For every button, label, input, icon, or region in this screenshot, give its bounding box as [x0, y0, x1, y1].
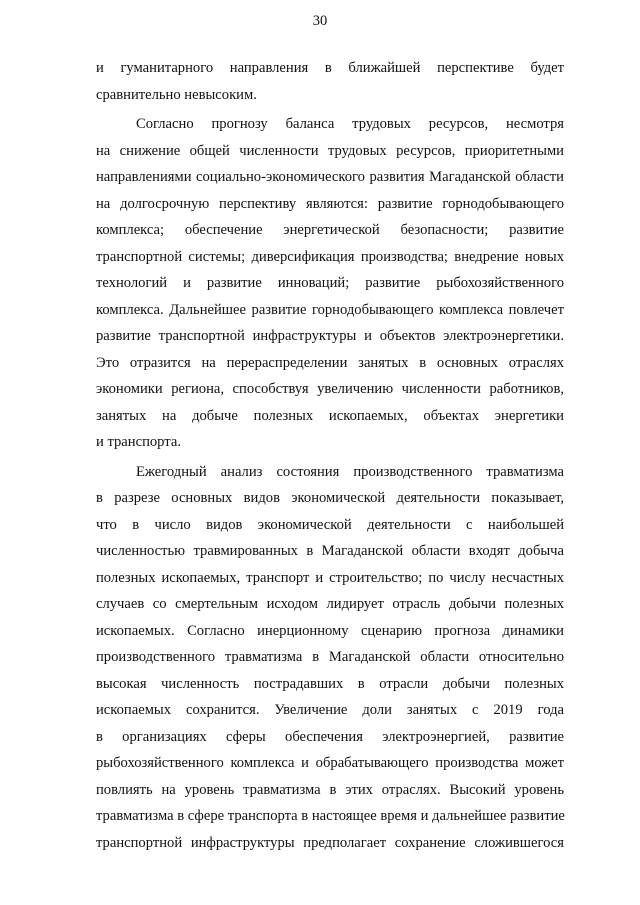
paragraph-2 — [96, 111, 564, 456]
paragraph-3 — [96, 459, 564, 857]
text-line: Ежегодный анализ состояния производственного травматизма — [136, 463, 564, 480]
text-line: ископаемых сохранится. Увеличение доли занятых с 2019 года — [96, 702, 564, 718]
text-line: на снижение общей численности трудовых ресурсов, приоритетными — [96, 142, 564, 159]
text-line: что в число видов экономической деятельности с наибольшей — [96, 516, 564, 533]
text-line: комплекса; обеспечение энергетической безопасности; развитие — [96, 222, 564, 238]
page-number: 30 — [312, 13, 328, 29]
text-line: транспортной системы; диверсификация производства; внедрение новых — [96, 248, 564, 265]
text-line: высокая численность пострадавших в отрасли добычи полезных — [96, 675, 564, 692]
text-line: в разрезе основных видов экономической деятельности показывает, — [96, 490, 564, 506]
text-line: ископаемых. Согласно инерционному сценарию прогноза динамики — [96, 622, 564, 639]
text-line: комплекса. Дальнейшее развитие горнодобывающего комплекса повлечет — [96, 301, 564, 318]
text-line: технологий и развитие инноваций; развитие рыбохозяйственного — [96, 275, 564, 291]
text-line: производственного травматизма в Магаданской области относительно — [96, 649, 564, 665]
text-line: численностью травмированных в Магаданской области входят добыча — [96, 543, 564, 559]
paragraph-1 — [96, 55, 564, 108]
text-line: экономики региона, способствуя увеличению численности работников, — [96, 381, 564, 397]
text-line: рыбохозяйственного комплекса и обрабатывающего производства может — [96, 755, 564, 771]
text-line: Это отразится на перераспределении занятых в основных отраслях — [96, 354, 564, 371]
text-line: транспортной инфраструктуры предполагает сохранение сложившегося — [96, 834, 564, 851]
text-line: травматизма в сфере транспорта в настоящее время и дальнейшее развитие — [96, 808, 565, 824]
document-body — [96, 55, 564, 856]
text-line: случаев со смертельным исходом лидирует отрасль добычи полезных — [96, 596, 564, 612]
text-line: и гуманитарного направления в ближайшей перспективе будет — [96, 60, 564, 76]
text-line: сравнительно невысоким. — [96, 86, 257, 103]
text-line: занятых на добыче полезных ископаемых, объектах энергетики — [96, 407, 564, 424]
text-line: Согласно прогнозу баланса трудовых ресурсов, несмотря — [136, 116, 564, 132]
text-line: повлиять на уровень травматизма в этих отраслях. Высокий уровень — [96, 781, 564, 798]
text-line: в организациях сферы обеспечения электроэнергией, развитие — [96, 728, 564, 745]
text-line: и транспорта. — [96, 434, 181, 450]
text-line: полезных ископаемых, транспорт и строительство; по числу несчастных — [96, 569, 564, 586]
text-line: направлениями социально-экономического развития Магаданской области — [96, 169, 564, 185]
text-line: на долгосрочную перспективу являются: развитие горнодобывающего — [96, 195, 564, 212]
text-line: развитие транспортной инфраструктуры и объектов электроэнергетики. — [96, 328, 564, 344]
